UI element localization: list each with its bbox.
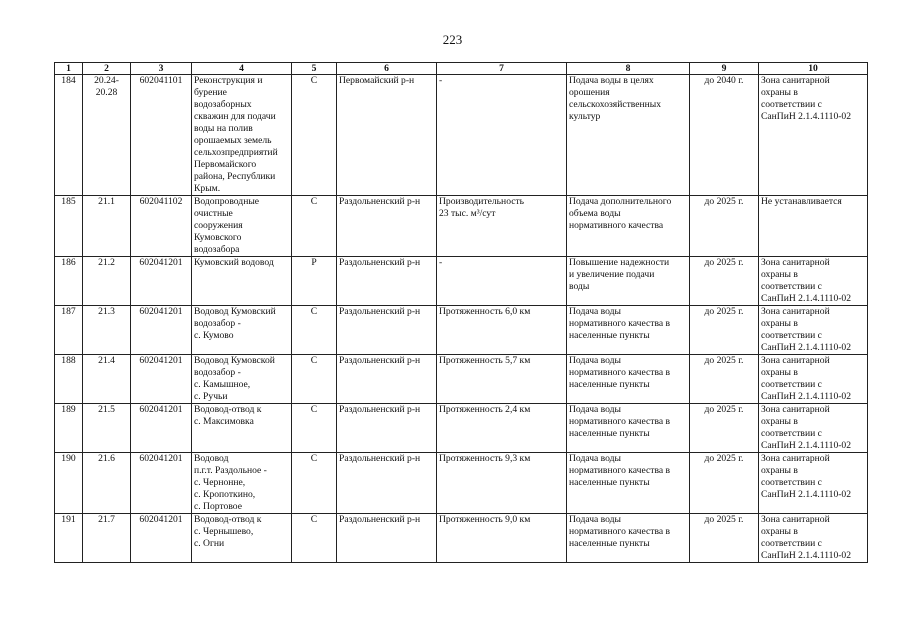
cell-code: 21.5 xyxy=(83,404,131,453)
col-header-4: 4 xyxy=(192,63,292,75)
cell-capacity: - xyxy=(437,75,567,196)
table-row xyxy=(55,257,868,306)
cell-capacity: Протяженность 9,0 км xyxy=(437,514,567,563)
cell-type: С xyxy=(292,75,337,196)
cell-district: Раздольненский р-н xyxy=(337,404,437,453)
cell-zone: Зона санитарной охраны в соответствин с СанПиН 2.1.4.1110-02 xyxy=(759,453,868,514)
cell-type: С xyxy=(292,404,337,453)
cell-object-id: 602041201 xyxy=(131,306,192,355)
cell-term: до 2025 г. xyxy=(690,404,759,453)
cell-zone: Зона санитарной охраны в соответствии с СанПиН 2.1.4.1110-02 xyxy=(759,75,868,196)
cell-row-number: 191 xyxy=(55,514,83,563)
cell-zone: Зона санитарной охраны в соответствии с СанПиН 2.1.4.1110-02 xyxy=(759,514,868,563)
table-row xyxy=(55,355,868,404)
register-table xyxy=(54,62,868,563)
cell-code: 20.24- 20.28 xyxy=(83,75,131,196)
cell-row-number: 184 xyxy=(55,75,83,196)
cell-capacity: Протяженность 6,0 км xyxy=(437,306,567,355)
cell-district: Раздольненский р-н xyxy=(337,196,437,257)
cell-object-id: 602041201 xyxy=(131,514,192,563)
cell-code: 21.7 xyxy=(83,514,131,563)
cell-row-number: 186 xyxy=(55,257,83,306)
cell-row-number: 190 xyxy=(55,453,83,514)
cell-capacity: Протяженность 5,7 км xyxy=(437,355,567,404)
col-header-9: 9 xyxy=(690,63,759,75)
cell-object-name: Водовод-отвод к с. Чернышево, с. Огни xyxy=(192,514,292,563)
cell-row-number: 189 xyxy=(55,404,83,453)
cell-row-number: 187 xyxy=(55,306,83,355)
page-number: 223 xyxy=(442,32,463,47)
cell-object-name: Водовод Кумовской водозабор - с. Камышное, с. Ручьи xyxy=(192,355,292,404)
cell-purpose: Подача дополнительного объема воды нормативного качества xyxy=(567,196,690,257)
cell-row-number: 185 xyxy=(55,196,83,257)
cell-district: Раздольненский р-н xyxy=(337,355,437,404)
cell-object-id: 602041101 xyxy=(131,75,192,196)
col-header-5: 5 xyxy=(292,63,337,75)
cell-capacity: Протяженность 9,3 км xyxy=(437,453,567,514)
col-header-1: 1 xyxy=(55,63,83,75)
cell-object-name: Водовод-отвод к с. Максимовка xyxy=(192,404,292,453)
cell-district: Раздольненский р-н xyxy=(337,257,437,306)
cell-purpose: Подача воды нормативного качества в населенные пункты xyxy=(567,404,690,453)
col-header-3: 3 xyxy=(131,63,192,75)
cell-code: 21.2 xyxy=(83,257,131,306)
cell-object-name: Водопроводные очистные сооружения Кумовского водозабора xyxy=(192,196,292,257)
col-header-2: 2 xyxy=(83,63,131,75)
cell-term: до 2025 г. xyxy=(690,306,759,355)
cell-capacity: - xyxy=(437,257,567,306)
cell-type: Р xyxy=(292,257,337,306)
col-header-10: 10 xyxy=(759,63,868,75)
cell-district: Раздольненский р-н xyxy=(337,514,437,563)
cell-zone: Не устанавливается xyxy=(759,196,868,257)
cell-object-name: Реконструкция и бурение водозаборных скважин для подачи воды на полив орошаемых земель сельхозпредприятий Первомайского района, Республики Крым. xyxy=(192,75,292,196)
cell-capacity: Протяженность 2,4 км xyxy=(437,404,567,453)
cell-type: С xyxy=(292,355,337,404)
cell-object-id: 602041201 xyxy=(131,453,192,514)
cell-term: до 2025 г. xyxy=(690,355,759,404)
cell-code: 21.3 xyxy=(83,306,131,355)
cell-type: С xyxy=(292,514,337,563)
cell-type: С xyxy=(292,453,337,514)
cell-term: до 2040 г. xyxy=(690,75,759,196)
cell-object-id: 602041201 xyxy=(131,257,192,306)
cell-purpose: Подача воды в целях орошения сельскохозяйственных культур xyxy=(567,75,690,196)
cell-object-id: 602041201 xyxy=(131,404,192,453)
cell-term: до 2025 г. xyxy=(690,196,759,257)
cell-object-name: Кумовский водовод xyxy=(192,257,292,306)
col-header-8: 8 xyxy=(567,63,690,75)
cell-term: до 2025 г. xyxy=(690,257,759,306)
cell-code: 21.6 xyxy=(83,453,131,514)
cell-district: Раздольненский р-н xyxy=(337,306,437,355)
cell-type: С xyxy=(292,306,337,355)
table-row xyxy=(55,453,868,514)
cell-object-name: Водовод Кумовский водозабор - с. Кумово xyxy=(192,306,292,355)
cell-term: до 2025 г. xyxy=(690,514,759,563)
col-header-7: 7 xyxy=(437,63,567,75)
col-header-6: 6 xyxy=(337,63,437,75)
cell-row-number: 188 xyxy=(55,355,83,404)
cell-zone: Зона санитарной охраны в соответствии с СанПиН 2.1.4.1110-02 xyxy=(759,306,868,355)
cell-zone: Зона санитарной охраны в соответствии с СанПиН 2.1.4.1110-02 xyxy=(759,355,868,404)
cell-purpose: Подача воды нормативного качества в населенные пункты xyxy=(567,355,690,404)
cell-object-id: 602041201 xyxy=(131,355,192,404)
cell-purpose: Подача воды нормативного качества в населенные пункты xyxy=(567,453,690,514)
table-row xyxy=(55,404,868,453)
cell-capacity: Производительность 23 тыс. м³/сут xyxy=(437,196,567,257)
cell-code: 21.4 xyxy=(83,355,131,404)
header-row xyxy=(55,63,868,75)
cell-zone: Зона санитарной охраны в соответствии с СанПиН 2.1.4.1110-02 xyxy=(759,404,868,453)
cell-term: до 2025 г. xyxy=(690,453,759,514)
table-row xyxy=(55,514,868,563)
cell-object-name: Водовод п.г.т. Раздольное - с. Чернонне, с. Кропоткино, с. Портовое xyxy=(192,453,292,514)
table-row xyxy=(55,306,868,355)
cell-type: С xyxy=(292,196,337,257)
cell-district: Первомайский р-н xyxy=(337,75,437,196)
cell-purpose: Подача воды нормативного качества в населенные пункты xyxy=(567,306,690,355)
cell-code: 21.1 xyxy=(83,196,131,257)
cell-zone: Зона санитарной охраны в соответствии с СанПиН 2.1.4.1110-02 xyxy=(759,257,868,306)
table-row xyxy=(55,196,868,257)
table-row xyxy=(55,75,868,196)
cell-district: Раздольненский р-н xyxy=(337,453,437,514)
cell-object-id: 602041102 xyxy=(131,196,192,257)
cell-purpose: Подача воды нормативного качества в населенные пункты xyxy=(567,514,690,563)
cell-purpose: Повышение надежности и увеличение подачи воды xyxy=(567,257,690,306)
